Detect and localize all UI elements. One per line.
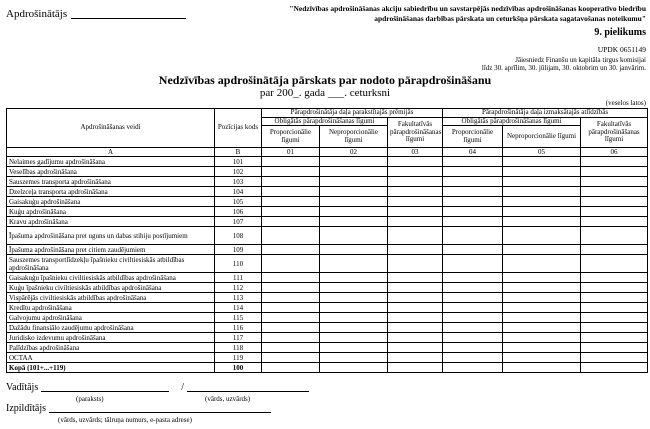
amount-cell[interactable] bbox=[388, 157, 443, 167]
amount-cell[interactable] bbox=[388, 303, 443, 313]
amount-cell[interactable] bbox=[503, 255, 581, 273]
amount-cell[interactable] bbox=[503, 273, 581, 283]
table-row bbox=[7, 207, 648, 217]
amount-cell[interactable] bbox=[388, 353, 443, 363]
amount-cell[interactable] bbox=[503, 293, 581, 303]
amount-cell[interactable] bbox=[581, 167, 648, 177]
amount-cell[interactable] bbox=[388, 343, 443, 353]
submission-info bbox=[360, 56, 646, 72]
amount-cell[interactable] bbox=[320, 255, 388, 273]
manager-label: Vadītājs bbox=[6, 382, 39, 393]
amount-cell[interactable] bbox=[262, 207, 320, 217]
amount-cell[interactable] bbox=[503, 363, 581, 373]
table-row bbox=[7, 283, 648, 293]
header-nonproportional-claims: Neproporcionālie līgumi bbox=[503, 126, 581, 148]
amount-cell[interactable] bbox=[581, 227, 648, 245]
amount-cell[interactable] bbox=[262, 187, 320, 197]
header-facultative-premiums: Fakultatīvās pārapdrošināšanas līgumi bbox=[388, 117, 443, 148]
table-row bbox=[7, 293, 648, 303]
amount-cell[interactable] bbox=[262, 217, 320, 227]
row-position-code: 104 bbox=[215, 187, 262, 197]
row-insurance-type: Sauszemes transporta apdrošināšana bbox=[7, 177, 215, 187]
table-row bbox=[7, 363, 648, 373]
table-row bbox=[7, 313, 648, 323]
row-insurance-type: Kredītu apdrošināšana bbox=[7, 303, 215, 313]
amount-cell[interactable] bbox=[503, 217, 581, 227]
amount-cell[interactable] bbox=[388, 273, 443, 283]
amount-cell[interactable] bbox=[262, 227, 320, 245]
amount-cell[interactable] bbox=[262, 177, 320, 187]
amount-cell[interactable] bbox=[320, 227, 388, 245]
amount-cell[interactable] bbox=[320, 207, 388, 217]
table-row bbox=[7, 167, 648, 177]
row-insurance-type: Palīdzības apdrošināšana bbox=[7, 343, 215, 353]
amount-cell[interactable] bbox=[320, 303, 388, 313]
table-row bbox=[7, 157, 648, 167]
amount-cell[interactable] bbox=[388, 313, 443, 323]
header-obligatory-premiums: Obligātās pārapdrošināšanas līgumi bbox=[262, 117, 388, 126]
submit-to: Jāiesniedz Finanšu un kapitāla tirgus komisijai bbox=[515, 56, 646, 64]
row-insurance-type: Dzelzceļa transporta apdrošināšana bbox=[7, 187, 215, 197]
amount-cell[interactable] bbox=[503, 333, 581, 343]
report-period: par 200_. gada ___. ceturksni bbox=[259, 87, 391, 99]
amount-cell[interactable] bbox=[320, 323, 388, 333]
amount-cell[interactable] bbox=[581, 323, 648, 333]
annex-number: 9. pielikums bbox=[594, 27, 646, 38]
amount-cell[interactable] bbox=[443, 303, 503, 313]
row-insurance-type: Dažādu finansiālo zaudējumu apdrošināšana bbox=[7, 323, 215, 333]
amount-cell[interactable] bbox=[503, 157, 581, 167]
table-row bbox=[7, 255, 648, 273]
reinsurance-table bbox=[6, 108, 648, 373]
manager-name-line[interactable] bbox=[187, 391, 309, 392]
amount-cell[interactable] bbox=[443, 245, 503, 255]
amount-cell[interactable] bbox=[320, 283, 388, 293]
amount-cell[interactable] bbox=[262, 323, 320, 333]
report-title: Nedzīvības apdrošinātāja pārskats par nodoto pārapdrošināšanu bbox=[158, 73, 492, 87]
col-number: 04 bbox=[443, 148, 503, 157]
header-proportional-claims: Proporcionālie līgumi bbox=[443, 126, 503, 148]
amount-cell[interactable] bbox=[503, 187, 581, 197]
amount-cell[interactable] bbox=[262, 343, 320, 353]
row-position-code: 101 bbox=[215, 157, 262, 167]
row-insurance-type: Kravu apdrošināšana bbox=[7, 217, 215, 227]
amount-cell[interactable] bbox=[581, 333, 648, 343]
amount-cell[interactable] bbox=[262, 313, 320, 323]
amount-cell[interactable] bbox=[443, 333, 503, 343]
row-position-code: 115 bbox=[215, 313, 262, 323]
amount-cell[interactable] bbox=[581, 363, 648, 373]
col-letter-b: B bbox=[215, 148, 262, 157]
row-position-code: 108 bbox=[215, 227, 262, 245]
amount-cell[interactable] bbox=[503, 313, 581, 323]
insurer-field[interactable] bbox=[6, 8, 186, 20]
insurer-underline[interactable] bbox=[71, 18, 186, 19]
amount-cell[interactable] bbox=[443, 343, 503, 353]
col-number: 01 bbox=[262, 148, 320, 157]
amount-cell[interactable] bbox=[388, 323, 443, 333]
row-insurance-type: Īpašuma apdrošināšana pret citiem zaudējumiem bbox=[7, 245, 215, 255]
annex-note-line2: apdrošināšanas darbības pārskata un ceturkšņa pārskata sagatavošanas noteikumu" bbox=[374, 14, 646, 23]
amount-cell[interactable] bbox=[581, 283, 648, 293]
amount-cell[interactable] bbox=[388, 363, 443, 373]
column-numbers-row bbox=[7, 148, 648, 157]
amount-cell[interactable] bbox=[503, 283, 581, 293]
row-position-code: 118 bbox=[215, 343, 262, 353]
amount-cell[interactable] bbox=[443, 353, 503, 363]
amount-cell[interactable] bbox=[388, 187, 443, 197]
amount-cell[interactable] bbox=[320, 217, 388, 227]
amount-cell[interactable] bbox=[443, 227, 503, 245]
table-row bbox=[7, 177, 648, 187]
amount-cell[interactable] bbox=[262, 293, 320, 303]
signature-caption: (paraksts) bbox=[76, 395, 104, 403]
amount-cell[interactable] bbox=[320, 293, 388, 303]
amount-cell[interactable] bbox=[320, 353, 388, 363]
units-note: (veselos latos) bbox=[605, 99, 646, 107]
amount-cell[interactable] bbox=[320, 333, 388, 343]
header-nonproportional-premiums: Neproporcionālie līgumi bbox=[320, 126, 388, 148]
amount-cell[interactable] bbox=[388, 227, 443, 245]
amount-cell[interactable] bbox=[503, 227, 581, 245]
amount-cell[interactable] bbox=[581, 217, 648, 227]
col-letter-a: A bbox=[7, 148, 215, 157]
amount-cell[interactable] bbox=[388, 217, 443, 227]
row-position-code: 119 bbox=[215, 353, 262, 363]
amount-cell[interactable] bbox=[503, 323, 581, 333]
amount-cell[interactable] bbox=[320, 187, 388, 197]
amount-cell[interactable] bbox=[388, 197, 443, 207]
amount-cell[interactable] bbox=[503, 353, 581, 363]
amount-cell[interactable] bbox=[388, 167, 443, 177]
row-insurance-type: Veselības apdrošināšana bbox=[7, 167, 215, 177]
row-position-code: 107 bbox=[215, 217, 262, 227]
table-row bbox=[7, 353, 648, 363]
header-claims-group: Pārapdrošinātāja daļa izmaksātajās atlīdzībās bbox=[443, 109, 648, 118]
amount-cell[interactable] bbox=[320, 177, 388, 187]
col-number: 02 bbox=[320, 148, 388, 157]
table-row bbox=[7, 343, 648, 353]
table-row bbox=[7, 333, 648, 343]
header-facultative-claims: Fakultatīvās pārapdrošināšanas līgumi bbox=[581, 117, 648, 148]
amount-cell[interactable] bbox=[262, 197, 320, 207]
header-insurance-type: Apdrošināšanas veidi bbox=[7, 109, 215, 148]
amount-cell[interactable] bbox=[443, 177, 503, 187]
header-premiums-group: Pārapdrošinātāja daļa parakstītajās prēmijās bbox=[262, 109, 443, 118]
amount-cell[interactable] bbox=[262, 255, 320, 273]
amount-cell[interactable] bbox=[503, 343, 581, 353]
annex-note bbox=[262, 4, 646, 24]
row-insurance-type: Nelaimes gadījumu apdrošināšana bbox=[7, 157, 215, 167]
preparer-caption: (vārds, uzvārds; tālruņa numurs, e-pasta adrese) bbox=[58, 416, 192, 424]
amount-cell[interactable] bbox=[320, 157, 388, 167]
amount-cell[interactable] bbox=[262, 283, 320, 293]
amount-cell[interactable] bbox=[262, 333, 320, 343]
amount-cell[interactable] bbox=[388, 245, 443, 255]
table-row bbox=[7, 273, 648, 283]
amount-cell[interactable] bbox=[262, 353, 320, 363]
amount-cell[interactable] bbox=[503, 207, 581, 217]
amount-cell[interactable] bbox=[388, 333, 443, 343]
preparer-field bbox=[6, 403, 271, 414]
amount-cell[interactable] bbox=[581, 293, 648, 303]
row-position-code: 109 bbox=[215, 245, 262, 255]
amount-cell[interactable] bbox=[388, 293, 443, 303]
col-number: 05 bbox=[503, 148, 581, 157]
amount-cell[interactable] bbox=[443, 197, 503, 207]
amount-cell[interactable] bbox=[581, 157, 648, 167]
row-position-code: 116 bbox=[215, 323, 262, 333]
amount-cell[interactable] bbox=[262, 363, 320, 373]
amount-cell[interactable] bbox=[443, 363, 503, 373]
amount-cell[interactable] bbox=[443, 167, 503, 177]
col-number: 06 bbox=[581, 148, 648, 157]
amount-cell[interactable] bbox=[581, 353, 648, 363]
amount-cell[interactable] bbox=[320, 363, 388, 373]
amount-cell[interactable] bbox=[443, 283, 503, 293]
amount-cell[interactable] bbox=[581, 343, 648, 353]
insurer-label: Apdrošinātājs bbox=[6, 8, 68, 20]
amount-cell[interactable] bbox=[503, 167, 581, 177]
row-insurance-type: Juridisko izdevumu apdrošināšana bbox=[7, 333, 215, 343]
amount-cell[interactable] bbox=[443, 157, 503, 167]
preparer-label: Izpildītājs bbox=[6, 403, 46, 414]
table-row bbox=[7, 217, 648, 227]
amount-cell[interactable] bbox=[581, 303, 648, 313]
table-row bbox=[7, 187, 648, 197]
name-caption: (vārds, uzvārds) bbox=[205, 395, 251, 403]
row-insurance-type: Vispārējās civiltiesiskās atbildības apdrošināšana bbox=[7, 293, 215, 303]
row-insurance-type: OCTAA bbox=[7, 353, 215, 363]
row-insurance-type: Īpašuma apdrošināšana pret uguns un dabas stihiju postījumiem bbox=[7, 227, 215, 245]
amount-cell[interactable] bbox=[581, 207, 648, 217]
row-insurance-type: Kuģu īpašnieku civiltiesiskās atbildības apdrošināšana bbox=[7, 283, 215, 293]
row-position-code: 100 bbox=[215, 363, 262, 373]
amount-cell[interactable] bbox=[320, 313, 388, 323]
amount-cell[interactable] bbox=[503, 245, 581, 255]
amount-cell[interactable] bbox=[320, 343, 388, 353]
row-position-code: 114 bbox=[215, 303, 262, 313]
amount-cell[interactable] bbox=[320, 167, 388, 177]
annex-note-line1: "Nedzīvības apdrošināšanas akciju sabiedrību un savstarpējās nedzīvības apdrošināšanas kooperatīvo biedrību bbox=[289, 4, 646, 13]
amount-cell[interactable] bbox=[503, 303, 581, 313]
row-insurance-type: Gaisakuģu apdrošināšana bbox=[7, 197, 215, 207]
amount-cell[interactable] bbox=[443, 313, 503, 323]
manager-signature-line[interactable] bbox=[41, 391, 169, 392]
amount-cell[interactable] bbox=[262, 167, 320, 177]
amount-cell[interactable] bbox=[581, 273, 648, 283]
amount-cell[interactable] bbox=[388, 207, 443, 217]
row-insurance-type: Kopā (101+...+119) bbox=[7, 363, 215, 373]
amount-cell[interactable] bbox=[581, 255, 648, 273]
header-obligatory-claims: Obligātās pārapdrošināšanas līgumi bbox=[443, 117, 581, 126]
col-number: 03 bbox=[388, 148, 443, 157]
deadline: līdz 30. aprīlim, 30. jūlijam, 30. oktobrim un 30. janvārim. bbox=[481, 64, 646, 72]
amount-cell[interactable] bbox=[320, 197, 388, 207]
amount-cell[interactable] bbox=[443, 217, 503, 227]
row-position-code: 102 bbox=[215, 167, 262, 177]
row-position-code: 117 bbox=[215, 333, 262, 343]
amount-cell[interactable] bbox=[262, 273, 320, 283]
row-insurance-type: Kuģu apdrošināšana bbox=[7, 207, 215, 217]
row-insurance-type: Gaisakuģu īpašnieku civiltiesiskās atbildības apdrošināšana bbox=[7, 273, 215, 283]
amount-cell[interactable] bbox=[388, 255, 443, 273]
amount-cell[interactable] bbox=[262, 245, 320, 255]
row-position-code: 106 bbox=[215, 207, 262, 217]
header-proportional-premiums: Proporcionālie līgumi bbox=[262, 126, 320, 148]
row-position-code: 111 bbox=[215, 273, 262, 283]
manager-signature bbox=[6, 382, 309, 393]
row-position-code: 113 bbox=[215, 293, 262, 303]
amount-cell[interactable] bbox=[388, 177, 443, 187]
table-row bbox=[7, 323, 648, 333]
preparer-line[interactable] bbox=[49, 412, 271, 413]
amount-cell[interactable] bbox=[443, 207, 503, 217]
amount-cell[interactable] bbox=[320, 245, 388, 255]
row-position-code: 105 bbox=[215, 197, 262, 207]
table-body bbox=[7, 157, 648, 373]
amount-cell[interactable] bbox=[581, 187, 648, 197]
amount-cell[interactable] bbox=[503, 177, 581, 187]
table-row bbox=[7, 303, 648, 313]
amount-cell[interactable] bbox=[262, 157, 320, 167]
table-row bbox=[7, 227, 648, 245]
amount-cell[interactable] bbox=[581, 177, 648, 187]
row-position-code: 103 bbox=[215, 177, 262, 187]
header-position-code: Pozīcijas kods bbox=[215, 109, 262, 148]
slash-separator: / bbox=[181, 382, 184, 393]
amount-cell[interactable] bbox=[443, 293, 503, 303]
amount-cell[interactable] bbox=[443, 323, 503, 333]
amount-cell[interactable] bbox=[443, 273, 503, 283]
amount-cell[interactable] bbox=[443, 187, 503, 197]
amount-cell[interactable] bbox=[262, 303, 320, 313]
table-row bbox=[7, 197, 648, 207]
amount-cell[interactable] bbox=[388, 283, 443, 293]
amount-cell[interactable] bbox=[581, 313, 648, 323]
row-insurance-type: Galvojumu apdrošināšana bbox=[7, 313, 215, 323]
table-row bbox=[7, 245, 648, 255]
row-position-code: 110 bbox=[215, 255, 262, 273]
amount-cell[interactable] bbox=[503, 197, 581, 207]
row-position-code: 112 bbox=[215, 283, 262, 293]
amount-cell[interactable] bbox=[320, 273, 388, 283]
amount-cell[interactable] bbox=[443, 255, 503, 273]
amount-cell[interactable] bbox=[581, 197, 648, 207]
row-insurance-type: Sauszemes transportlīdzekļu īpašnieku civiltiesiskās atbildības apdrošināšana bbox=[7, 255, 215, 273]
updk-code: UPDK 0651149 bbox=[597, 45, 646, 54]
amount-cell[interactable] bbox=[581, 245, 648, 255]
